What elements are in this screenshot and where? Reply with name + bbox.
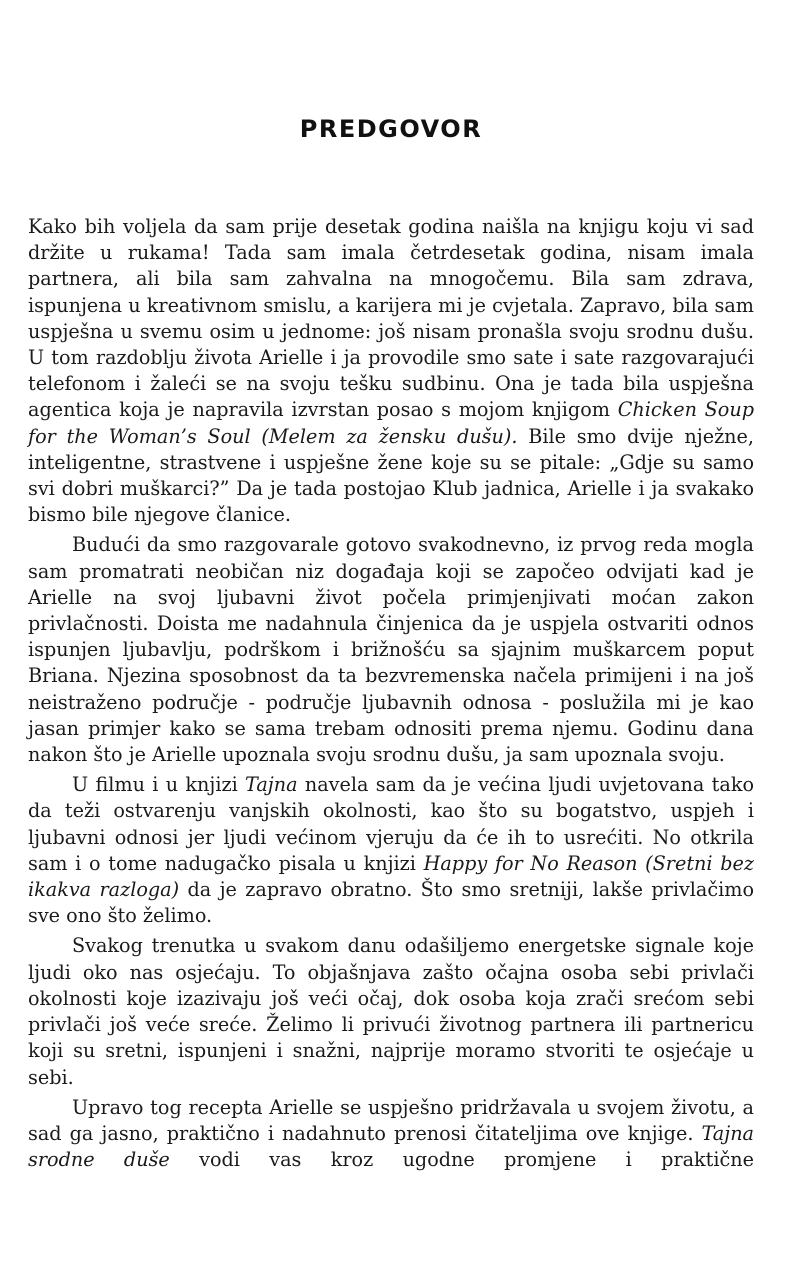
italic-book-title: Tajna srodne duše [28,1121,754,1172]
paragraph [28,532,754,768]
paragraph [28,772,754,929]
chapter-body [28,214,754,1173]
paragraph [28,1095,754,1174]
paragraph [28,933,754,1090]
text-run: Kako bih voljela da sam prije desetak godina naišla na knjigu koju vi sad držite u rukama! Tada sam imala četrdesetak godina, nisam imala partnera, ali bila sam zahvalna na mnogočemu. Bila sam zdrava, ispunjena u kreativnom smislu, a karijera mi je cvjetala. Zapravo, bila sam uspješna u svemu osim u jednome: još nisam pronašla svoju srodnu dušu. U tom razdoblju života Arielle i ja provodile smo sate i sate razgovarajući telefonom i žaleći se na svoju tešku sudbinu. Ona je tada bila uspješna agentica koja je napravila izvrstan posao s mojom knjigom [28,215,754,422]
italic-book-title: Happy for No Reason (Sretni bez ikakva razloga) [28,851,754,902]
text-run: da je zapravo obratno. Što smo sretniji, lakše privlačimo sve ono što želimo. [28,878,754,928]
text-run: vodi vas kroz ugodne promjene i praktične [169,1148,754,1172]
italic-book-title: Chicken Soup for the Woman’s Soul (Melem za žensku dušu). [28,398,754,448]
text-run: navela sam da je većina ljudi uvjetovana tako da teži ostvarenju vanjskih okolnosti, kao što su bogatstvo, uspjeh i ljubavni odnosi jer ljudi većinom vjeruju da će ih to usrećiti. No otkrila sam i o tome nadugačko pisala u knjizi [28,773,754,875]
text-run: Bile smo dvije nježne, inteligentne, strastvene i uspješne žene koje su se pitale: „Gdje su samo svi dobri muškarci?” Da je tada postojao Klub jadnica, Arielle i ja svakako bismo bile njegove članice. [28,424,754,527]
italic-book-title: Tajna [245,773,298,797]
chapter-title: PREDGOVOR [299,115,483,143]
text-run: Budući da smo razgovarale gotovo svakodnevno, iz prvog reda mogla sam promatrati neobičan niz događaja koji se započeo odvijati kad je Arielle na svoj ljubavni život počela primjenjivati moćan zakon privlačnosti. Doista me nadahnula činjenica da je uspjela ostvariti odnos ispunjen ljubavlju, podrškom i brižnošću sa sjajnim muškarcem poput Briana. Njezina sposobnost da ta bezvremenska načela primijeni i na još neistraženo područje - područje ljubavnih odnosa - poslužila mi je kao jasan primjer kako se sama trebam odnositi prema njemu. Godinu dana nakon što je Arielle upoznala svoju srodnu dušu, ja sam upoznala svoju. [28,533,754,767]
book-page [28,0,754,1177]
text-run: U filmu i u knjizi [72,773,246,797]
text-run: Upravo tog recepta Arielle se uspješno pridržavala u svojem životu, a sad ga jasno, praktično i nadahnuto prenosi čitateljima ove knjige. [28,1095,754,1145]
paragraph [28,214,754,528]
text-run: Svakog trenutka u svakom danu odašiljemo energetske signale koje ljudi oko nas osjećaju. To objašnjava zašto očajna osoba sebi privlači okolnosti koje izazivaju još veći očaj, dok osoba koja zrači srećom sebi privlači još veće sreće. Želimo li privući životnog partnera ili partnericu koji su sretni, ispunjeni i snažni, najprije moramo stvoriti te osjećaje u sebi. [28,934,754,1089]
